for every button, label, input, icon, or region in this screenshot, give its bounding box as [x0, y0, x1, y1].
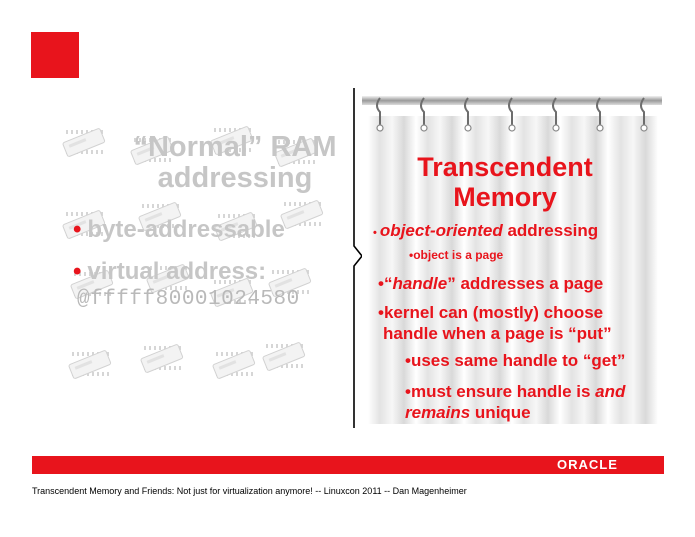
left-bullet-1-text: byte-addressable: [87, 216, 285, 243]
right-bullet-6-prefix: •must ensure handle is: [405, 382, 596, 401]
virtual-address-value: @fffff80001024580: [77, 288, 300, 311]
right-title-line1: Transcendent: [417, 152, 593, 182]
right-bullet-3: [378, 274, 603, 294]
right-bullet-1-emphasis: object-oriented: [379, 221, 503, 240]
right-bullet-2: •object is a page: [409, 248, 504, 262]
bullet-dot: •: [73, 258, 82, 285]
right-bullet-1: [373, 221, 598, 241]
right-bullet-6-emphasis1: and: [595, 382, 626, 401]
oracle-logo: ORACLE: [557, 457, 618, 472]
shower-curtain-image: [362, 88, 662, 424]
memory-chip-icon: [138, 344, 186, 374]
right-bullet-4-line2: handle when a page is “put”: [383, 324, 612, 343]
memory-chip-icon: [278, 200, 326, 230]
right-bullet-6: [405, 381, 625, 423]
red-corner-square: [31, 32, 79, 78]
memory-chip-icon: [60, 128, 108, 158]
right-bullet-6-line1: [405, 381, 625, 402]
right-bullet-1-rest: addressing: [502, 221, 599, 240]
right-bullet-5: •uses same handle to “get”: [405, 351, 626, 370]
right-bullet-3-emphasis: handle: [392, 274, 448, 293]
right-bullet-6-line2: [405, 402, 625, 423]
right-bullet-6-rest: unique: [470, 403, 531, 422]
memory-chip-icon: [260, 342, 308, 372]
left-bullet-1: [73, 216, 285, 244]
left-bullet-2-text: virtual address:: [87, 258, 267, 285]
memory-chip-icon: [210, 350, 258, 380]
right-bullet-6-emphasis2: remains: [405, 403, 471, 422]
bullet-dot: •: [73, 216, 82, 243]
left-title: [120, 132, 350, 194]
footer-text: Transcendent Memory and Friends: Not just for virtualization anymore! -- Linuxcon 2011 -- Dan Magenheimer: [32, 486, 467, 496]
right-bullet-4-line1: •kernel can (mostly) choose: [378, 303, 604, 322]
right-bullet-3-prefix: •“: [378, 274, 393, 293]
right-bullet-1-prefix: •: [373, 227, 380, 239]
right-bullet-4: [378, 302, 612, 344]
left-title-line1: “Normal” RAM: [133, 131, 337, 163]
left-bullet-2: [73, 258, 266, 286]
right-bullet-3-rest: ” addresses a page: [447, 274, 604, 293]
memory-chip-icon: [66, 350, 114, 380]
left-title-line2: addressing: [157, 162, 313, 194]
right-title-line2: Memory: [453, 182, 557, 212]
right-title: [380, 152, 630, 212]
